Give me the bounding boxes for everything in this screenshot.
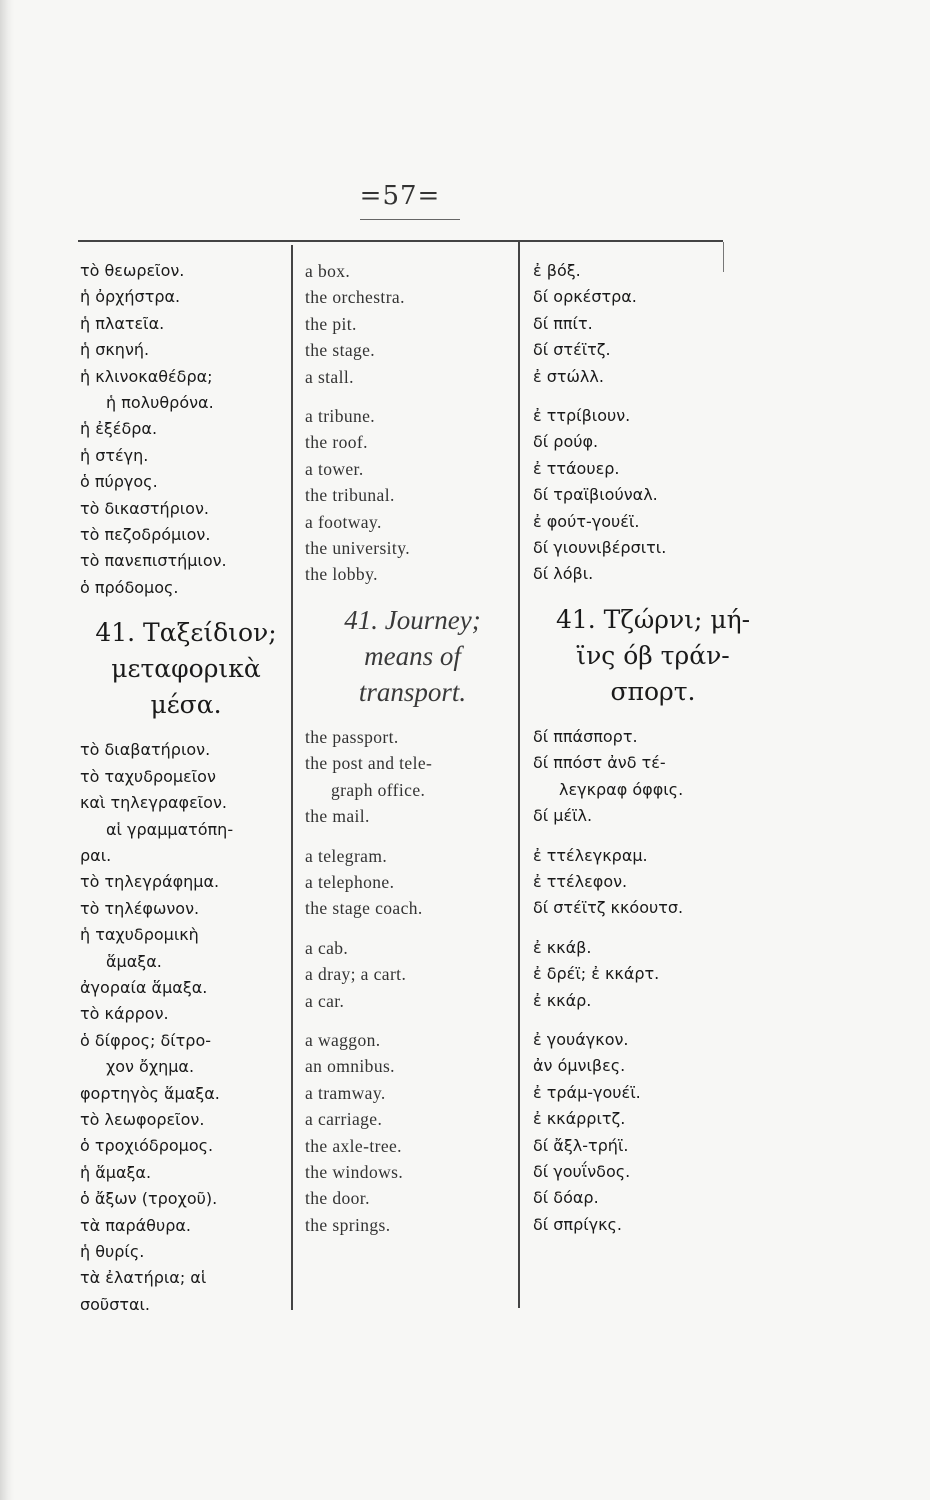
pronunciation-entry: ἐ τράμ-γουέϊ. bbox=[533, 1082, 641, 1102]
pronunciation-heading-line: σπορτ. bbox=[610, 676, 696, 706]
greek-entry: ὁ πύργος. bbox=[80, 472, 158, 492]
page-number: =57= bbox=[359, 181, 441, 211]
pronunciation-entry: δί στέϊτζ κκόουτσ. bbox=[533, 898, 684, 918]
greek-entry: τὰ ἐλατήρια; αἱ bbox=[80, 1268, 207, 1288]
english-entry: a tribune. bbox=[305, 406, 376, 427]
greek-entry: τὸ κάρρον. bbox=[80, 1004, 169, 1024]
pronunciation-column bbox=[533, 258, 773, 1238]
pronunciation-list-theatre bbox=[533, 258, 773, 588]
greek-entry: ὁ δίφρος; δίτρο- bbox=[80, 1030, 211, 1050]
english-entry: the door. bbox=[305, 1188, 370, 1209]
pronunciation-entry: ἐ κκάβ. bbox=[533, 937, 592, 957]
english-entry: a tower. bbox=[305, 458, 364, 479]
greek-entry: σοῦσται. bbox=[80, 1294, 151, 1314]
pronunciation-section-heading bbox=[533, 602, 773, 710]
english-entry: the stage coach. bbox=[305, 898, 423, 919]
english-entry: a carriage. bbox=[305, 1109, 383, 1130]
english-entry: the tribunal. bbox=[305, 485, 395, 506]
greek-entry: ἡ στέγη. bbox=[80, 445, 149, 465]
english-entry: an omnibus. bbox=[305, 1056, 395, 1077]
pronunciation-entry: ἐ ττέλεφον. bbox=[533, 871, 628, 891]
header-rule-short bbox=[360, 219, 460, 220]
greek-entry: τὸ τηλέφωνον. bbox=[80, 898, 200, 918]
greek-entry: ἡ ἅμαξα. bbox=[80, 1162, 152, 1182]
english-list-theatre bbox=[305, 258, 520, 588]
pronunciation-entry: δί ππάσπορτ. bbox=[533, 726, 638, 746]
pronunciation-entry: ἐ κκάρριτζ. bbox=[533, 1109, 626, 1129]
english-entry: the mail. bbox=[305, 806, 370, 827]
greek-entry: ὁ πρόδομος. bbox=[80, 577, 179, 597]
pronunciation-entry: δί γουΐνδος. bbox=[533, 1161, 631, 1181]
pronunciation-entry: ἐ γουάγκον. bbox=[533, 1029, 629, 1049]
greek-entry: ὁ ἄξων (τροχοῦ). bbox=[80, 1189, 218, 1209]
pronunciation-entry: δί γιουνιβέρσιτι. bbox=[533, 538, 667, 558]
greek-heading-line: 41. Ταξείδιον; bbox=[95, 618, 277, 648]
greek-entry: τὸ δικαστήριον. bbox=[80, 498, 209, 518]
greek-entry: ἡ ἐξέδρα. bbox=[80, 419, 158, 439]
english-entry: the university. bbox=[305, 538, 410, 559]
greek-entry: ἅμαξα. bbox=[106, 951, 162, 971]
greek-section-heading bbox=[80, 615, 292, 723]
greek-entry: ἡ πολυθρόνα. bbox=[106, 393, 214, 413]
greek-entry: ραι. bbox=[80, 845, 112, 865]
pronunciation-heading-line: ϊνς όβ τράν- bbox=[576, 640, 730, 670]
pronunciation-entry: δί σπρίγκς. bbox=[533, 1214, 623, 1234]
greek-entry: τὸ θεωρεῖον. bbox=[80, 261, 185, 280]
english-entry: the roof. bbox=[305, 432, 368, 453]
pronunciation-entry: δί ορκέστρα. bbox=[533, 287, 637, 307]
greek-entry: τὸ πεζοδρόμιον. bbox=[80, 525, 211, 545]
pronunciation-entry: δί τραϊβιούναλ. bbox=[533, 485, 658, 505]
english-entry: the axle-tree. bbox=[305, 1135, 402, 1156]
greek-entry: ἡ θυρίς. bbox=[80, 1242, 145, 1261]
english-entry: the orchestra. bbox=[305, 287, 405, 308]
pronunciation-entry: ἐ στώλλ. bbox=[533, 366, 604, 386]
pronunciation-entry: ἐ ττέλεγκραμ. bbox=[533, 845, 648, 865]
pronunciation-entry: δί λόβι. bbox=[533, 564, 594, 584]
greek-entry: χον ὄχημα. bbox=[106, 1057, 195, 1077]
english-entry: a waggon. bbox=[305, 1029, 381, 1050]
greek-entry: ἡ σκηνή. bbox=[80, 340, 150, 360]
pronunciation-heading-line: 41. Τζώρνι; μή- bbox=[555, 604, 751, 634]
greek-entry: ἀγοραία ἅμαξα. bbox=[80, 977, 208, 997]
greek-heading-line: μεταφορικὰ bbox=[111, 654, 261, 684]
english-heading-line: transport. bbox=[358, 676, 467, 707]
english-entry: the passport. bbox=[305, 726, 399, 747]
greek-list-transport bbox=[80, 737, 292, 1318]
greek-entry: τὸ ταχυδρομεῖον bbox=[80, 766, 216, 786]
greek-entry: αἱ γραμματόπη- bbox=[106, 819, 234, 839]
greek-entry: ἡ ὀρχήστρα. bbox=[80, 287, 181, 307]
pronunciation-entry: δί μέϊλ. bbox=[533, 806, 593, 826]
pronunciation-entry: ἐ ττάουερ. bbox=[533, 458, 620, 478]
english-entry: a dray; a cart. bbox=[305, 964, 407, 985]
greek-list-theatre bbox=[80, 258, 292, 601]
english-entry: a tramway. bbox=[305, 1082, 386, 1103]
english-entry: a car. bbox=[305, 990, 345, 1011]
greek-entry: ἡ κλινοκαθέδρα; bbox=[80, 366, 213, 386]
english-entry: a footway. bbox=[305, 511, 382, 532]
pronunciation-entry: δί ἄξλ-τρήϊ. bbox=[533, 1135, 629, 1155]
greek-entry: ὁ τροχιόδρομος. bbox=[80, 1136, 214, 1156]
english-entry: the springs. bbox=[305, 1214, 391, 1235]
english-entry: a stall. bbox=[305, 366, 354, 387]
pronunciation-entry: λεγκραφ όφφις. bbox=[559, 779, 684, 799]
greek-entry: τὸ λεωφορεῖον. bbox=[80, 1109, 205, 1129]
greek-entry: τὸ τηλεγράφημα. bbox=[80, 872, 220, 892]
greek-heading-line: μέσα. bbox=[150, 690, 222, 720]
english-entry: a telegram. bbox=[305, 845, 388, 866]
pronunciation-entry: ἐ δρέϊ; ἐ κκάρτ. bbox=[533, 964, 660, 984]
greek-column bbox=[80, 258, 292, 1318]
english-entry: the lobby. bbox=[305, 564, 378, 585]
pronunciation-list-transport bbox=[533, 724, 773, 1238]
greek-entry: ἡ ταχυδρομικὴ bbox=[80, 925, 199, 945]
english-entry: graph office. bbox=[331, 779, 426, 800]
pronunciation-entry: ἐ βόξ. bbox=[533, 261, 581, 280]
english-entry: the stage. bbox=[305, 340, 376, 361]
pronunciation-entry: δί ππίτ. bbox=[533, 313, 593, 333]
pronunciation-entry: δί δόαρ. bbox=[533, 1188, 599, 1208]
english-section-heading bbox=[305, 602, 520, 710]
english-heading-line: 41. Journey; bbox=[344, 604, 481, 635]
english-entry: a telephone. bbox=[305, 871, 395, 892]
greek-entry: τὰ παράθυρα. bbox=[80, 1215, 191, 1235]
pronunciation-entry: δί ππόστ ἀνδ τέ- bbox=[533, 753, 666, 773]
english-entry: a box. bbox=[305, 261, 351, 281]
english-entry: the windows. bbox=[305, 1161, 404, 1182]
pronunciation-entry: ἐ φούτ-γουέϊ. bbox=[533, 511, 640, 531]
greek-entry: καὶ τηλεγραφεῖον. bbox=[80, 793, 227, 813]
greek-entry: ἡ πλατεῖα. bbox=[80, 313, 165, 333]
page-edge-shadow bbox=[0, 0, 14, 1500]
english-heading-line: means of bbox=[364, 640, 461, 671]
pronunciation-entry: ἐ κκάρ. bbox=[533, 990, 592, 1010]
header-rule bbox=[78, 240, 723, 242]
english-entry: the pit. bbox=[305, 313, 357, 334]
pronunciation-entry: ἀν όμνιβες. bbox=[533, 1056, 626, 1076]
pronunciation-entry: ἐ ττρίβιουν. bbox=[533, 406, 631, 426]
english-list-transport bbox=[305, 724, 520, 1238]
pronunciation-entry: δί ρούφ. bbox=[533, 432, 599, 452]
pronunciation-entry: δί στέϊτζ. bbox=[533, 340, 611, 360]
greek-entry: τὸ διαβατήριον. bbox=[80, 740, 211, 760]
english-entry: the post and tele- bbox=[305, 753, 433, 774]
greek-entry: φορτηγὸς ἅμαξα. bbox=[80, 1083, 220, 1103]
greek-entry: τὸ πανεπιστήμιον. bbox=[80, 551, 227, 571]
english-column bbox=[305, 258, 520, 1238]
english-entry: a cab. bbox=[305, 937, 349, 958]
